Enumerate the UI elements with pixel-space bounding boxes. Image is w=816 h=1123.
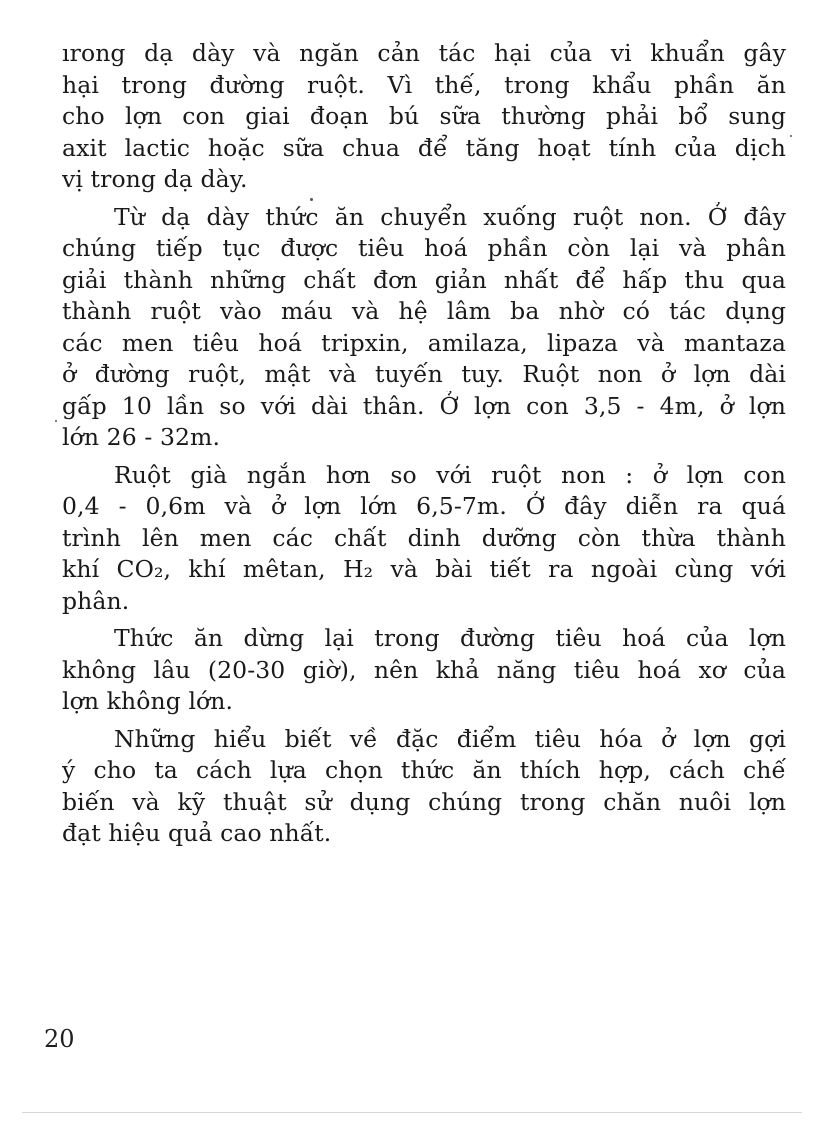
text-line: trình lên men các chất dinh dưỡng còn thừa thành (62, 523, 786, 552)
page-number: 20 (44, 1025, 75, 1053)
text-line: axit lactic hoặc sữa chua để tăng hoạt tính của dịch (62, 133, 786, 162)
text-line: không lâu (20-30 giờ), nên khả năng tiêu hoá xơ của (62, 655, 786, 684)
text-line: Thức ăn dừng lại trong đường tiêu hoá của lợn (114, 624, 786, 652)
text-line: Từ dạ dày thức ăn chuyển xuống ruột non. Ở đây (114, 202, 786, 231)
text-line: ý cho ta cách lựa chọn thức ăn thích hợp, cách chế (62, 756, 786, 784)
text-line: lớn 26 - 32m. (62, 423, 221, 451)
text-line: chúng tiếp tục được tiêu hoá phần còn lại và phân (62, 234, 786, 262)
text-line: 0,4 - 0,6m và ở lợn lớn 6,5-7m. Ở đây diễn ra quá (62, 492, 786, 520)
paragraph-2 (62, 202, 786, 454)
paragraph-4 (62, 623, 786, 718)
text-line: lợn không lớn. (62, 687, 234, 715)
text-line: hại trong đường ruột. Vì thế, trong khẩu phần ăn (62, 70, 786, 99)
text-line: ırong dạ dày và ngăn cản tác hại của vi khuẩn gây (62, 39, 786, 67)
text-line: vị trong dạ dày. (62, 165, 248, 193)
paragraph-5 (62, 724, 786, 850)
text-line: Ruột già ngắn hơn so với ruột non : ở lợn con (114, 460, 786, 489)
paragraph-1 (62, 38, 786, 196)
scan-speck (790, 135, 792, 137)
text-line: gấp 10 lần so với dài thân. Ở lợn con 3,5 - 4m, ở lợn (62, 391, 786, 420)
text-line: các men tiêu hoá tripxin, amilaza, lipaza và mantaza (62, 328, 786, 357)
text-line: phân. (62, 586, 130, 615)
text-line: biến và kỹ thuật sử dụng chúng trong chăn nuôi lợn (62, 787, 786, 816)
text-line: giải thành những chất đơn giản nhất để hấp thu qua (62, 265, 786, 294)
text-line: Những hiểu biết về đặc điểm tiêu hóa ở lợn gợi (114, 724, 786, 753)
text-line: khí CO₂, khí mêtan, H₂ và bài tiết ra ngoài cùng với (62, 555, 786, 583)
text-line: thành ruột vào máu và hệ lâm ba nhờ có tác dụng (62, 297, 786, 325)
scan-speck (55, 420, 57, 422)
text-line: đạt hiệu quả cao nhất. (62, 819, 332, 847)
body-text (62, 38, 786, 850)
text-line: ở đường ruột, mật và tuyến tuy. Ruột non ở lợn dài (62, 360, 786, 388)
scan-speck (310, 198, 313, 201)
paragraph-3 (62, 460, 786, 618)
page-edge-line (22, 1112, 802, 1113)
text-line: cho lợn con giai đoạn bú sữa thường phải bổ sung (62, 102, 786, 130)
